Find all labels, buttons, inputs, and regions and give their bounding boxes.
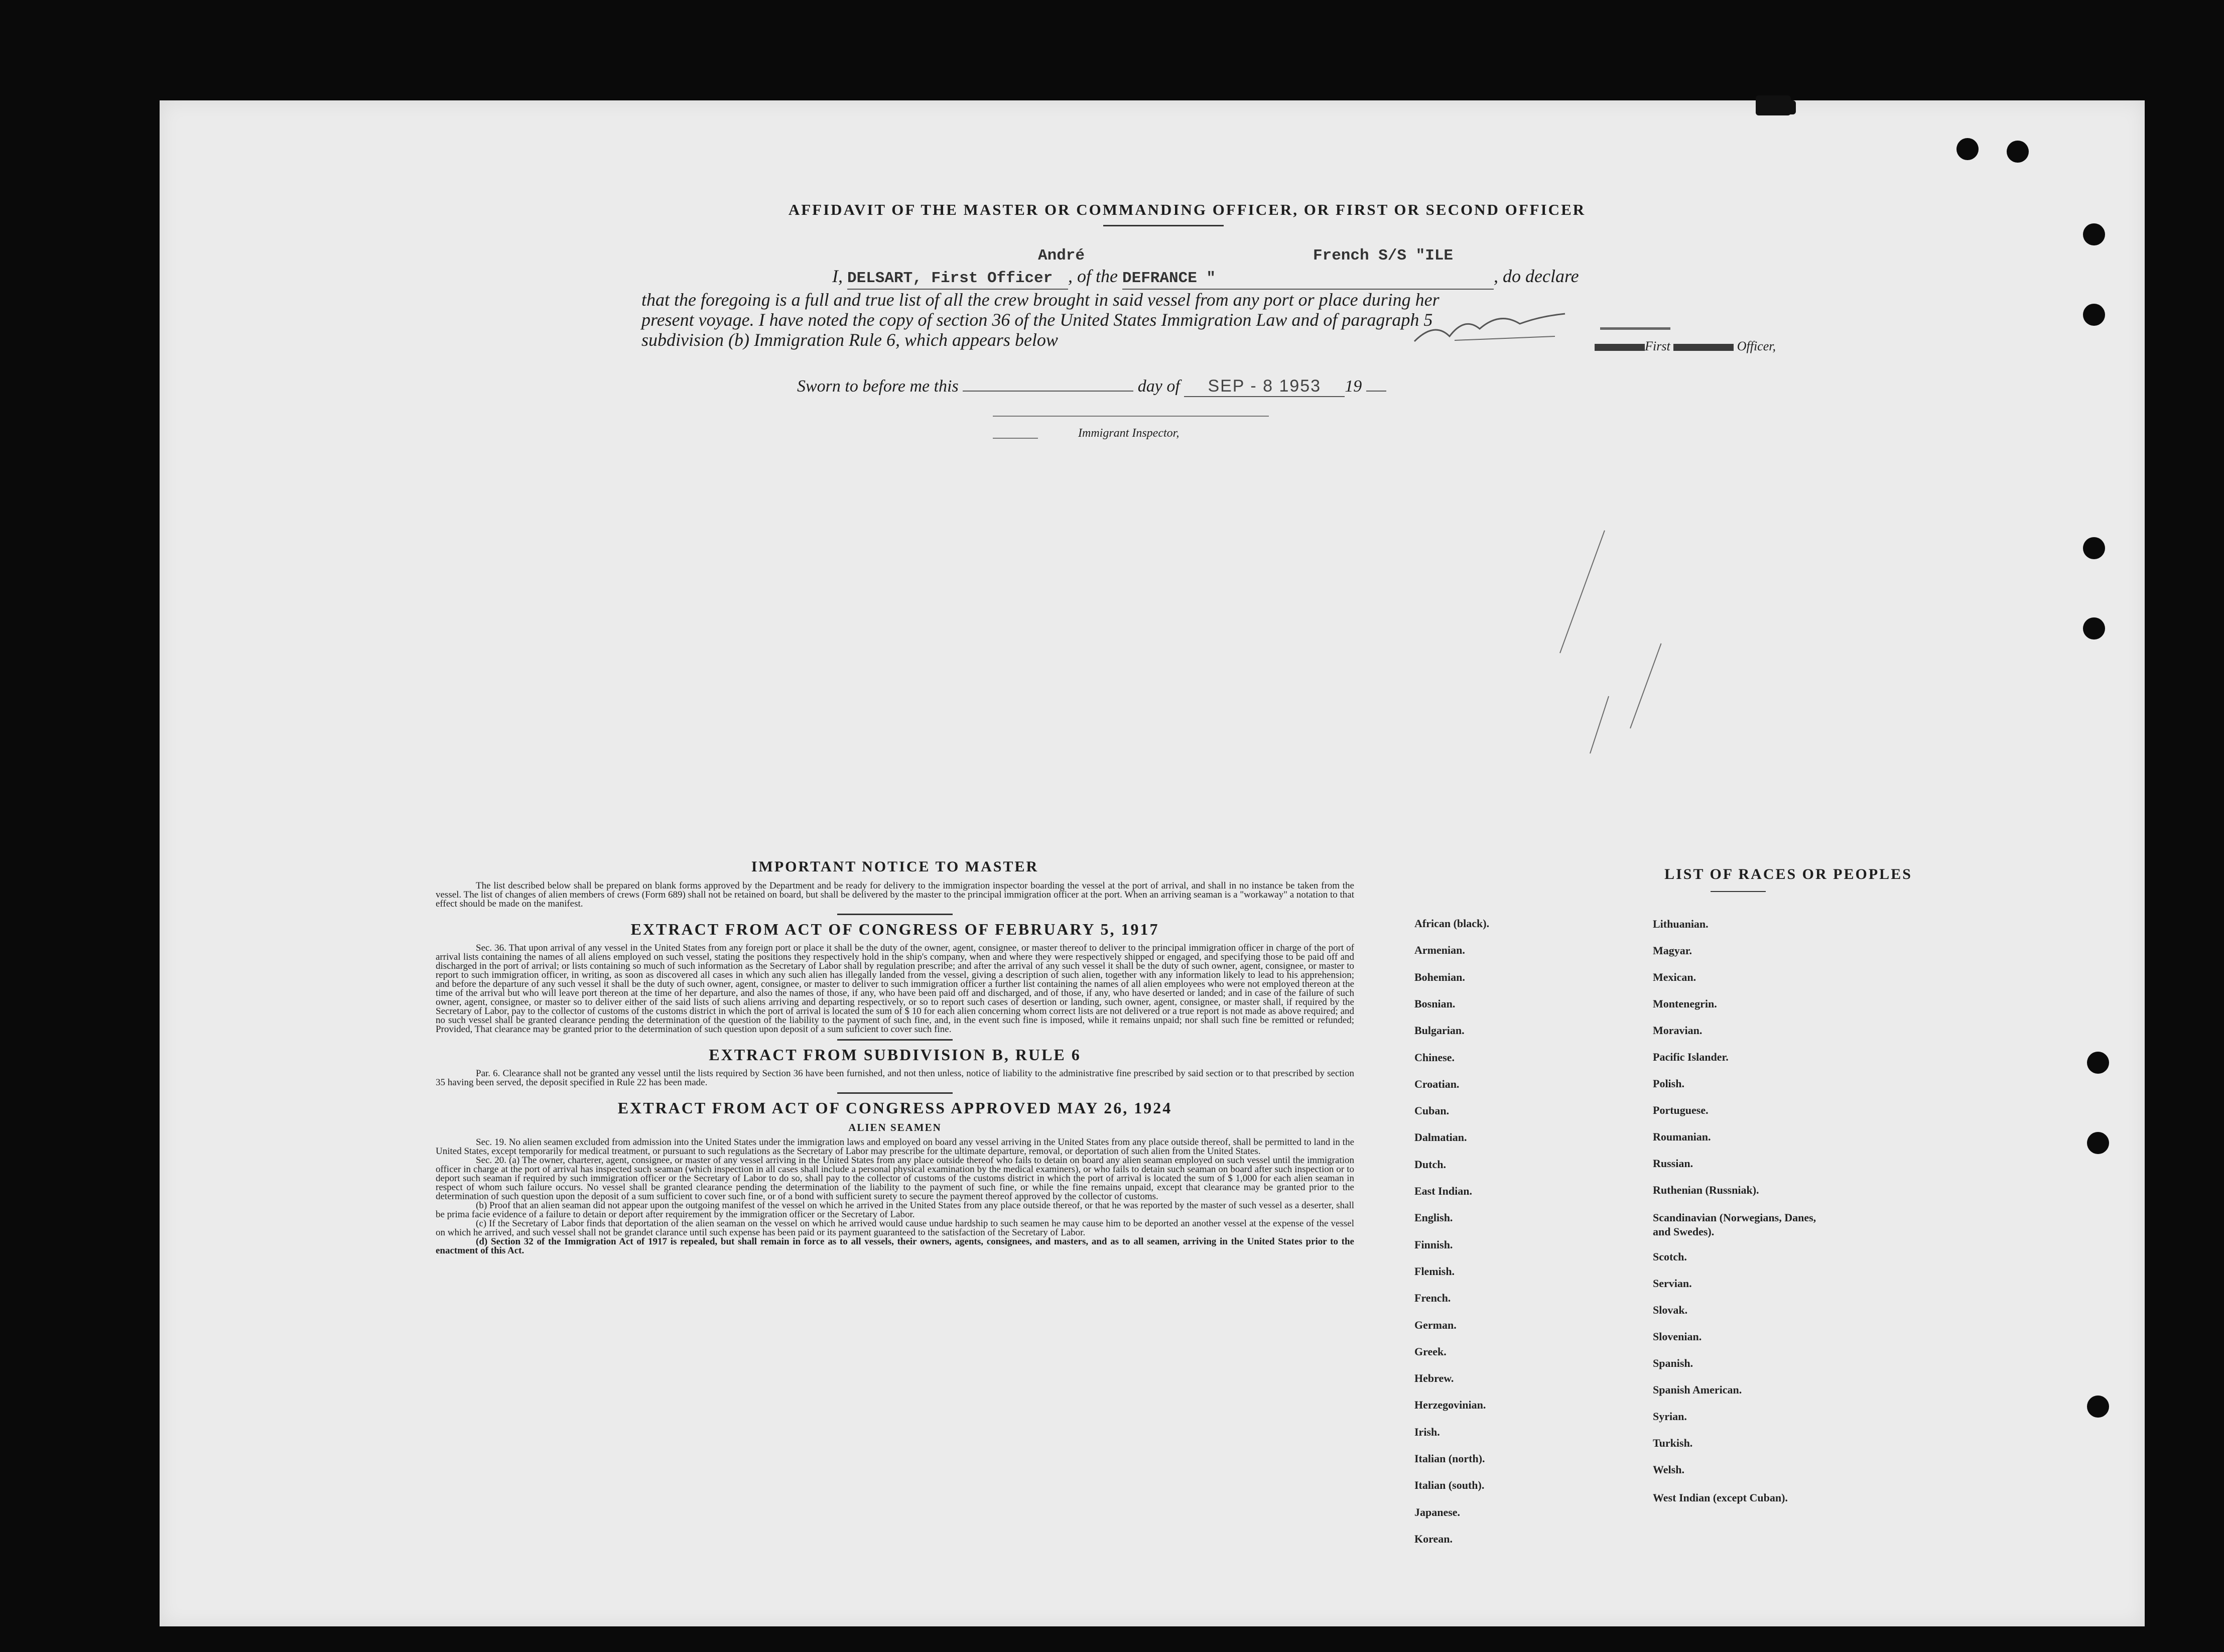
extract2-text: Par. 6. Clearance shall not be granted any vessel until the lists required by Section 36 have been furnished, and not then unless, notice of liability to the administrative fine prescribed by said section or to that prescribed by section 35 having been served, the deposit specified in Rule 22 has been made.: [436, 1068, 1354, 1088]
race-item: Korean.: [1414, 1532, 1453, 1545]
race-item: German.: [1414, 1318, 1457, 1331]
race-item: Lithuanian.: [1653, 918, 1709, 930]
punch-hole: [2087, 1132, 2109, 1154]
race-item: Moravian.: [1653, 1024, 1703, 1037]
punch-hole: [2007, 141, 2029, 163]
race-item: Spanish American.: [1653, 1383, 1742, 1396]
extract3-c: (c) If the Secretary of Labor finds that deportation of the alien seaman on the vessel on which he arrived would cause undue hardship to such seamen he may cause him to be deported an another vessel at the expense of the vessel on which he arrived, and such vessel shall not be grandet clarance until such expense has been paid or its payment guaranteed to the satisfaction of the Secretary of Labor.: [436, 1218, 1354, 1238]
document-sheet: [160, 100, 2145, 1626]
notice-column: [436, 858, 1354, 1255]
races-title: LIST OF RACES OR PEOPLES: [1664, 866, 1912, 882]
date-field: [1184, 376, 1345, 397]
punch-hole: [1956, 138, 1979, 160]
sworn-day-field: [963, 391, 1133, 392]
race-item: Ruthenian (Russniak).: [1653, 1184, 1759, 1196]
notice-text: The list described below shall be prepared on blank forms approved by the Department and be ready for delivery to the immigration inspector boarding the vessel at the port of arrival, and shall in no instance be taken from the vessel. The list of changes of alien members of crews (Form 689) shall not be retained on board, but shall be delivered by the master to the principal immigration officer at the port. When an arriving seaman is a "workaway" a notation to that effect should be made on the manifest.: [436, 880, 1354, 909]
race-item: Bulgarian.: [1414, 1024, 1465, 1037]
race-item: Portuguese.: [1653, 1104, 1709, 1116]
officer-name: André DELSART, First Officer: [847, 247, 1085, 287]
race-item: West Indian (except Cuban).: [1653, 1491, 1788, 1504]
race-item: Scandinavian (Norwegians, Danes, and Swedes).: [1653, 1211, 1816, 1238]
day-of-text: day of: [1137, 377, 1180, 396]
extract3-subtitle: ALIEN SEAMEN: [848, 1121, 942, 1133]
sworn-line: [797, 376, 1650, 397]
race-item: Armenian.: [1414, 944, 1465, 957]
extract3-title: EXTRACT FROM ACT OF CONGRESS APPROVED MAY 26, 1924: [617, 1099, 1172, 1117]
extract2-title: EXTRACT FROM SUBDIVISION B, RULE 6: [709, 1046, 1081, 1064]
race-item: Pacific Islander.: [1653, 1051, 1729, 1063]
race-item: Bohemian.: [1414, 970, 1465, 983]
races-title-underline: [1711, 891, 1766, 892]
race-item: English.: [1414, 1211, 1453, 1224]
race-item: Russian.: [1653, 1157, 1693, 1170]
race-item: Slovak.: [1653, 1304, 1688, 1316]
race-item: Dutch.: [1414, 1158, 1446, 1171]
race-item: Chinese.: [1414, 1051, 1455, 1064]
race-item: Irish.: [1414, 1425, 1440, 1438]
race-item: Japanese.: [1414, 1505, 1461, 1518]
race-item: African (black).: [1414, 917, 1490, 930]
year-field: [1366, 391, 1386, 392]
race-item: Syrian.: [1653, 1410, 1687, 1423]
punch-hole: [2087, 1395, 2109, 1418]
pencil-mark: [1630, 644, 1661, 729]
race-item: Finnish.: [1414, 1238, 1453, 1251]
race-item: Dalmatian.: [1414, 1131, 1467, 1144]
officer-name-field: [847, 243, 1085, 290]
ink-smudge: [1781, 100, 1796, 114]
signature-first: First: [1645, 339, 1670, 353]
race-item: Servian.: [1653, 1277, 1692, 1290]
race-item: Welsh.: [1653, 1463, 1684, 1476]
race-item: Magyar.: [1653, 944, 1692, 957]
affidavit-line-2: that the foregoing is a full and true list of all the crew brought in said vessel from any port or place during her: [641, 290, 1440, 310]
inspector-label: Immigrant Inspector,: [1078, 427, 1180, 440]
struck-out-text: [1673, 344, 1734, 351]
race-item: Italian (south).: [1414, 1479, 1485, 1492]
section-divider: [837, 1039, 953, 1041]
race-item: Hebrew.: [1414, 1372, 1454, 1385]
sworn-text: Sworn to before me this: [797, 377, 959, 396]
race-item: Cuban.: [1414, 1104, 1450, 1117]
extract1-text: Sec. 36. That upon arrival of any vessel in the United States from any foreign port or place it shall be the duty of the owner, agent, consignee, or master thereof to deliver to the principal immigration officer in charge of the port of arrival lists containing the names of all aliens employed on such vessel, stating the positions they respectively hold in the ship's company, when and where they were respectively shipped or engaged, and specifying those to be paid off and discharged in the port of arrival; or lists containing so much of such information as the Secretary of Labor shall by regulation prescribe; and after the arrival of any such vessel it shall be the duty of such owner, agent, consignee, or master to report to such immigration officer, in writing, as soon as discovered all cases in which any such alien has illegally landed from the vessel, giving a description of such alien, together with any information likely to lead to his apprehension; and before the departure of any such vessel it shall be the duty of such owner, agent, consignee, or master to deliver to such immigration officer a further list containing the names of all alien employees who were not employed thereon at the time of the arrival but who will leave port thereon at the time of her departure, and also the names of those, if any, who have been paid off and discharged, and of those, if any, who have deserted or landed; and in case of the failure of such owner, agent, consignee, or master so to deliver either of the said lists of such aliens arriving and departing respectively, or so to report such cases of desertion or landing, such owner, agent, consignee, or master shall, if required by the Secretary of Labor, pay to the collector of customs of the customs district in which the port of arrival is located the sum of $ 10 for each alien concerning whom correct lists are not delivered or a true report is not made as above required; and no such vessel shall be granted clearance pending the determination of the question of the liability to the payment of such fine, and, in the event such fine is imposed, while it remains unpaid; nor shall such fine be remitted or refunded; Provided, That clearance may be granted prior to the determination of such question upon deposit of a sum suficient to cover such fine.: [436, 943, 1354, 1035]
signature-caption: [1450, 339, 1776, 354]
affidavit-text: [641, 243, 1776, 350]
pencil-mark: [1559, 530, 1605, 653]
title-underline: [1103, 225, 1224, 226]
punch-hole: [2083, 304, 2105, 326]
race-item: East Indian.: [1414, 1185, 1472, 1197]
punch-hole: [2083, 223, 2105, 245]
struck-out-text: [1595, 344, 1645, 351]
notice-title: IMPORTANT NOTICE TO MASTER: [751, 858, 1039, 875]
race-item: Turkish.: [1653, 1437, 1693, 1449]
race-item: Spanish.: [1653, 1357, 1693, 1369]
declare-text: , do declare: [1493, 266, 1579, 286]
race-item: Croatian.: [1414, 1077, 1460, 1090]
race-item: Montenegrin.: [1653, 997, 1717, 1010]
pencil-mark: [1590, 696, 1609, 754]
vessel-field: [1122, 243, 1494, 290]
inspector-line: [993, 438, 1038, 439]
punch-hole: [2083, 537, 2105, 559]
punch-hole: [2083, 617, 2105, 640]
extract3-sec20a: Sec. 20. (a) The owner, charterer, agent, consignee, or master of any vessel arriving in the United States from any place outside thereof who fails to detain on board any alien seaman employed on such vessel until the immigration officer in charge at the port of arrival has inspected such seaman (which inspection in all cases shall include a personal physical examination by the medical examiners), or who fails to detain such seaman on board after such inspection or to deport such seaman if required by such immigration officer or the Secretary of Labor to do so, shall pay to the collector of customs of the customs district in which the port of arrival is located the sum of $ 1,000 for each alien seaman in respect of whom such failure occurs. No vessel shall be granted clearance pending the determination of the liability to the payment of such fine, or while the fine remains unpaid, except that clearance may be granted prior to the determination of such question upon the deposit of a sum sufficient to cover such fine, or of a bond with sufficient surety to secure the payment thereof approved by the collector of customs.: [436, 1155, 1354, 1202]
extract1-title: EXTRACT FROM ACT OF CONGRESS OF FEBRUARY 5, 1917: [630, 920, 1159, 938]
race-item: Flemish.: [1414, 1264, 1455, 1278]
section-divider: [837, 914, 953, 915]
of-the-text: , of the: [1068, 266, 1118, 286]
section-divider: [837, 1092, 953, 1094]
race-item: Scotch.: [1653, 1250, 1687, 1263]
punch-hole: [2087, 1052, 2109, 1074]
race-item: Greek.: [1414, 1345, 1447, 1358]
race-item: Italian (north).: [1414, 1452, 1485, 1465]
race-item: French.: [1414, 1292, 1451, 1305]
signature-officer: Officer,: [1737, 339, 1776, 353]
stamp-date: SEP - 8 1953: [1208, 376, 1322, 396]
race-item: Polish.: [1653, 1077, 1684, 1090]
affidavit-i: I,: [832, 266, 843, 286]
race-item: Mexican.: [1653, 971, 1696, 983]
race-item: Bosnian.: [1414, 997, 1456, 1010]
year-prefix: 19: [1345, 377, 1362, 396]
race-item: Slovenian.: [1653, 1330, 1702, 1343]
extract3-d: (d) Section 32 of the Immigration Act of 1917 is repealed, but shall remain in force as to all vessels, their owners, agents, consignees, and masters, and as to all seamen, arriving in the United States prior to the enactment of this Act.: [436, 1236, 1354, 1256]
affidavit-line-4: subdivision (b) Immigration Rule 6, which appears below: [641, 330, 1058, 350]
extract3-b: (b) Proof that an alien seaman did not appear upon the outgoing manifest of the vessel on which he arrived in the United States from any place outside thereof, or that he was reported by the master of such vessel as a deserter, shall be prima facie evidence of a failure to detain or deport after requirement by the immigration officer or the Secretary of Labor.: [436, 1200, 1354, 1220]
inspector-sign-line: [993, 416, 1269, 417]
extract3-sec19: Sec. 19. No alien seamen excluded from admission into the United States under the immigration laws and employed on board any vessel arriving in the United States from any place outside thereof, shall be permitted to land in the United States, except temporarily for medical treatment, or pursuant to such regulations as the Secretary of Labor may prescribe for the ultimate departure, removal, or deportation of such alien from the United States.: [436, 1137, 1354, 1157]
race-item: Roumanian.: [1653, 1130, 1711, 1143]
affidavit-line-3: present voyage. I have noted the copy of section 36 of the United States Immigration Law and of paragraph 5: [641, 310, 1433, 330]
signature-line: [1600, 327, 1670, 330]
race-item: Herzegovinian.: [1414, 1399, 1486, 1412]
affidavit-title: AFFIDAVIT OF THE MASTER OR COMMANDING OFFICER, OR FIRST OR SECOND OFFICER: [788, 201, 1586, 218]
vessel-name: French S/S "ILE DEFRANCE ": [1122, 247, 1454, 287]
